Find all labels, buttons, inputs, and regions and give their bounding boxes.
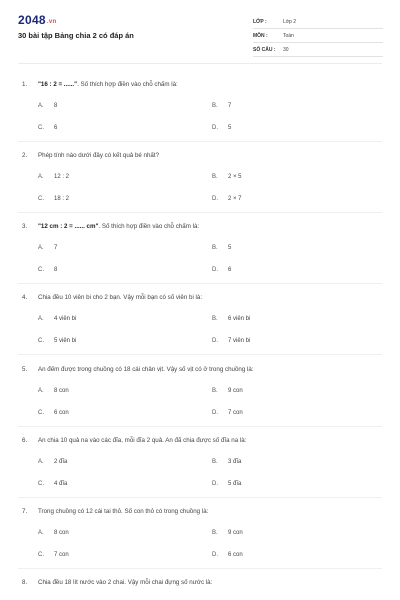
question-divider: [18, 426, 382, 427]
answer-option[interactable]: [38, 196, 69, 202]
question-text: "16 : 2 = ......". Số thích hợp điền vào chỗ chấm là:: [38, 81, 178, 88]
option-letter: A.: [38, 316, 44, 322]
answer-option[interactable]: [212, 338, 250, 344]
meta-row-class: [253, 16, 383, 29]
answer-option[interactable]: [38, 388, 69, 394]
answer-option[interactable]: [38, 316, 76, 322]
answer-option[interactable]: [212, 196, 242, 202]
option-letter: C.: [38, 410, 44, 416]
answer-option[interactable]: [212, 481, 241, 487]
option-text: 2 × 7: [228, 196, 242, 202]
meta-key: MÔN :: [253, 33, 268, 39]
option-letter: A.: [38, 459, 44, 465]
option-text: 2 đĩa: [54, 459, 68, 465]
answer-option[interactable]: [212, 552, 243, 558]
question-text: Phép tính nào dưới đây có kết quả bé nhất?: [38, 152, 160, 159]
option-letter: B.: [212, 388, 218, 394]
question-number: 1.: [22, 81, 28, 88]
meta-row-count: [253, 44, 383, 57]
option-text: 9 con: [228, 530, 243, 536]
option-text: 6 viên bi: [228, 316, 251, 322]
option-letter: C.: [38, 338, 44, 344]
option-letter: C.: [38, 481, 44, 487]
option-letter: C.: [38, 267, 44, 273]
answer-option[interactable]: [212, 530, 243, 536]
answer-option[interactable]: [38, 530, 69, 536]
meta-value: Toán: [283, 33, 294, 39]
option-text: 6 con: [54, 410, 69, 416]
option-text: 8 con: [54, 530, 69, 536]
answer-option[interactable]: [212, 245, 231, 251]
answer-option[interactable]: [212, 316, 250, 322]
option-letter: A.: [38, 103, 44, 109]
answer-option[interactable]: [38, 459, 67, 465]
answer-option[interactable]: [38, 481, 67, 487]
option-text: 8: [54, 267, 58, 273]
option-text: 8: [54, 103, 58, 109]
option-text: 6: [54, 125, 58, 131]
question-text: Chia đều 10 viên bi cho 2 bạn. Vậy mỗi bạn có số viên bi là:: [38, 294, 203, 301]
question-number: 6.: [22, 437, 28, 444]
question-divider: [18, 141, 382, 142]
option-text: 18 : 2: [54, 196, 70, 202]
question-number: 5.: [22, 366, 28, 373]
option-letter: A.: [38, 245, 44, 251]
question-text: An đếm được trong chuồng có 18 cái chân vịt. Vậy số vịt có ở trong chuồng là:: [38, 366, 254, 373]
question-number: 4.: [22, 294, 28, 301]
question-divider: [18, 568, 382, 569]
option-text: 9 con: [228, 388, 243, 394]
question-text: "12 cm : 2 = ...... cm". Số thích hợp điền vào chỗ chấm là:: [38, 223, 200, 230]
answer-option[interactable]: [38, 103, 57, 109]
option-letter: D.: [212, 196, 218, 202]
option-text: 7 viên bi: [228, 338, 251, 344]
option-text: 7 con: [54, 552, 69, 558]
meta-key: LỚP :: [253, 19, 267, 25]
question-number: 8.: [22, 579, 28, 586]
option-letter: C.: [38, 196, 44, 202]
option-letter: D.: [212, 410, 218, 416]
question-divider: [18, 354, 382, 355]
meta-value: 30: [283, 47, 289, 53]
question-divider: [18, 497, 382, 498]
option-text: 2 × 5: [228, 174, 242, 180]
option-letter: C.: [38, 125, 44, 131]
option-letter: D.: [212, 552, 218, 558]
option-text: 7: [228, 103, 232, 109]
option-text: 3 đĩa: [228, 459, 242, 465]
option-letter: D.: [212, 125, 218, 131]
meta-key: SỐ CÂU :: [253, 47, 276, 53]
page-header: [0, 0, 400, 64]
option-text: 5 đĩa: [228, 481, 242, 487]
option-letter: D.: [212, 481, 218, 487]
header-divider: [18, 63, 382, 64]
question-divider: [18, 212, 382, 213]
question-text: Chia đều 18 lít nước vào 2 chai. Vậy mỗi chai đựng số nước là:: [38, 579, 213, 586]
option-text: 4 đĩa: [54, 481, 68, 487]
question-number: 7.: [22, 508, 28, 515]
option-text: 6: [228, 267, 232, 273]
answer-option[interactable]: [38, 125, 57, 131]
question-number: 2.: [22, 152, 28, 159]
option-letter: A.: [38, 174, 44, 180]
option-letter: B.: [212, 174, 218, 180]
option-letter: D.: [212, 338, 218, 344]
answer-option[interactable]: [212, 103, 231, 109]
answer-option[interactable]: [38, 410, 69, 416]
option-letter: A.: [38, 530, 44, 536]
answer-option[interactable]: [212, 174, 242, 180]
option-text: 12 : 2: [54, 174, 70, 180]
option-letter: B.: [212, 530, 218, 536]
option-text: 4 viên bi: [54, 316, 77, 322]
answer-option[interactable]: [38, 338, 76, 344]
option-text: 7 con: [228, 410, 243, 416]
option-letter: B.: [212, 459, 218, 465]
option-letter: A.: [38, 388, 44, 394]
meta-row-subject: [253, 30, 383, 43]
option-letter: D.: [212, 267, 218, 273]
option-letter: B.: [212, 245, 218, 251]
option-letter: B.: [212, 316, 218, 322]
option-text: 6 con: [228, 552, 243, 558]
option-text: 7: [54, 245, 58, 251]
answer-option[interactable]: [38, 245, 57, 251]
option-letter: B.: [212, 103, 218, 109]
answer-option[interactable]: [212, 410, 243, 416]
answer-option[interactable]: [212, 125, 231, 131]
option-text: 5 viên bi: [54, 338, 77, 344]
answer-option[interactable]: [212, 459, 241, 465]
answer-option[interactable]: [212, 388, 243, 394]
answer-option[interactable]: [38, 552, 69, 558]
option-text: 5: [228, 125, 232, 131]
document-title: 30 bài tập Bảng chia 2 có đáp án: [18, 31, 134, 40]
meta-value: Lớp 2: [283, 19, 297, 25]
option-text: 8 con: [54, 388, 69, 394]
option-text: 5: [228, 245, 232, 251]
question-divider: [18, 283, 382, 284]
option-letter: C.: [38, 552, 44, 558]
site-logo[interactable]: 2048.vn: [18, 13, 57, 27]
answer-option[interactable]: [38, 267, 57, 273]
question-text: An chia 10 quả na vào các đĩa, mỗi đĩa 2 quả. An đã chia được số đĩa na là:: [38, 437, 247, 444]
answer-option[interactable]: [212, 267, 231, 273]
question-text: Trong chuồng có 12 cái tai thỏ. Số con thỏ có trong chuồng là:: [38, 508, 209, 515]
answer-option[interactable]: [38, 174, 69, 180]
question-number: 3.: [22, 223, 28, 230]
